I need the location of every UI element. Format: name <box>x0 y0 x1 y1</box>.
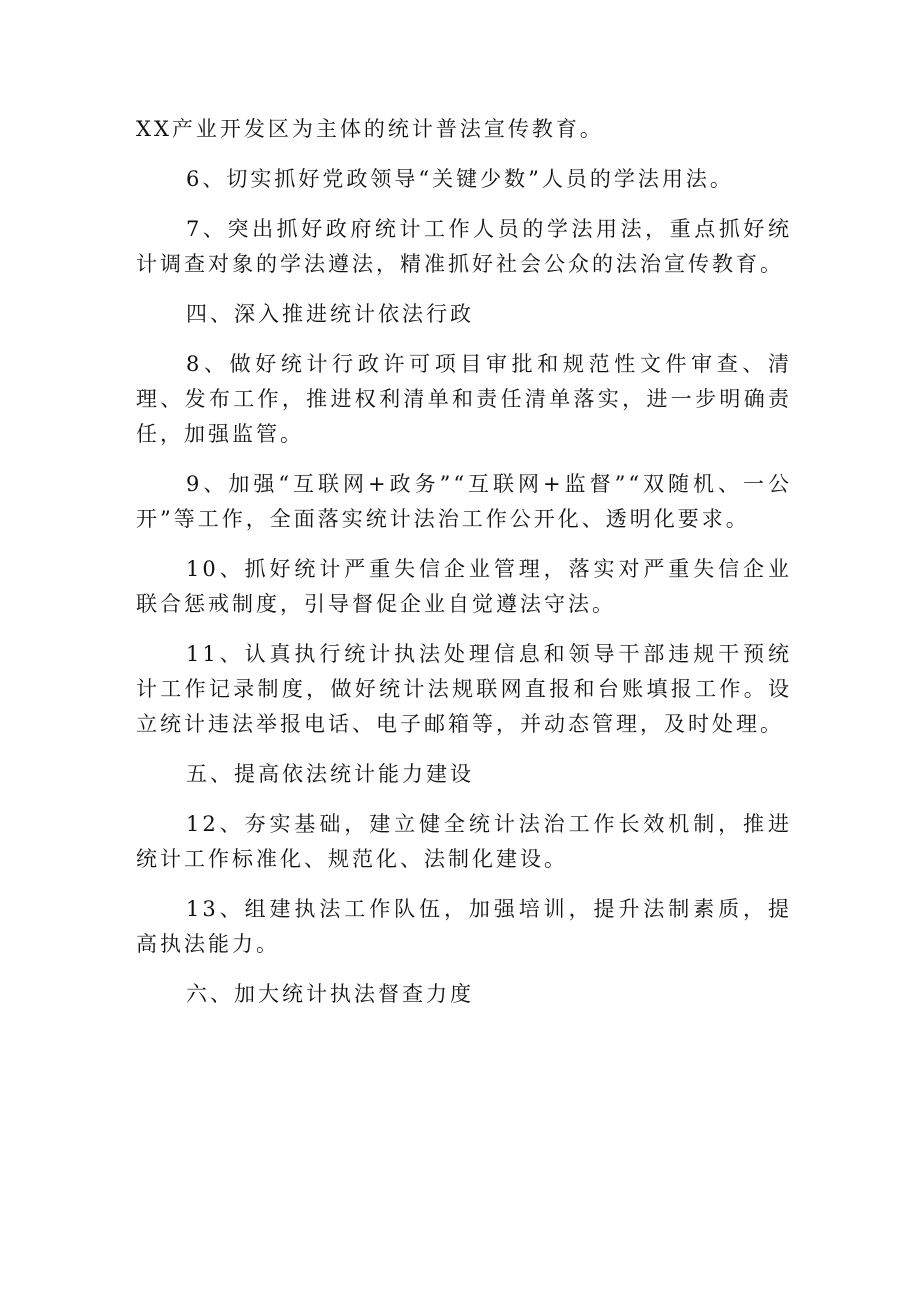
paragraph-continuation: XX产业开发区为主体的统计普法宣传教育。 <box>136 117 604 141</box>
paragraph-item-7: 7、突出抓好政府统计工作人员的学法用法，重点抓好统计调查对象的学法遵法，精准抓好社会公众的法治宣传教育。 <box>136 217 792 276</box>
paragraph-item-6: 6、切实抓好党政领导“关键少数”人员的学法用法。 <box>186 167 734 191</box>
paragraph-item-9: 9、加强“互联网+政务”“互联网+监督”“双随机、一公开”等工作，全面落实统计法治工作公开化、透明化要求。 <box>136 472 792 531</box>
paragraph-item-10: 10、抓好统计严重失信企业管理，落实对严重失信企业联合惩戒制度，引导督促企业自觉遵法守法。 <box>136 557 792 616</box>
section-heading-6: 六、加大统计执法督查力度 <box>186 982 474 1006</box>
document-body <box>136 112 792 1027</box>
paragraph-item-13: 13、组建执法工作队伍，加强培训，提升法制素质，提高执法能力。 <box>136 897 792 956</box>
paragraph-item-12: 12、夯实基础，建立健全统计法治工作长效机制，推进统计工作标准化、规范化、法制化建设。 <box>136 812 792 871</box>
paragraph-item-11: 11、认真执行统计执法处理信息和领导干部违规干预统计工作记录制度，做好统计法规联网直报和台账填报工作。设立统计违法举报电话、电子邮箱等，并动态管理，及时处理。 <box>136 642 792 736</box>
section-heading-5: 五、提高依法统计能力建设 <box>186 762 474 786</box>
section-heading-4: 四、深入推进统计依法行政 <box>186 302 474 326</box>
paragraph-item-8: 8、做好统计行政许可项目审批和规范性文件审查、清理、发布工作，推进权利清单和责任清单落实，进一步明确责任，加强监管。 <box>136 352 792 446</box>
